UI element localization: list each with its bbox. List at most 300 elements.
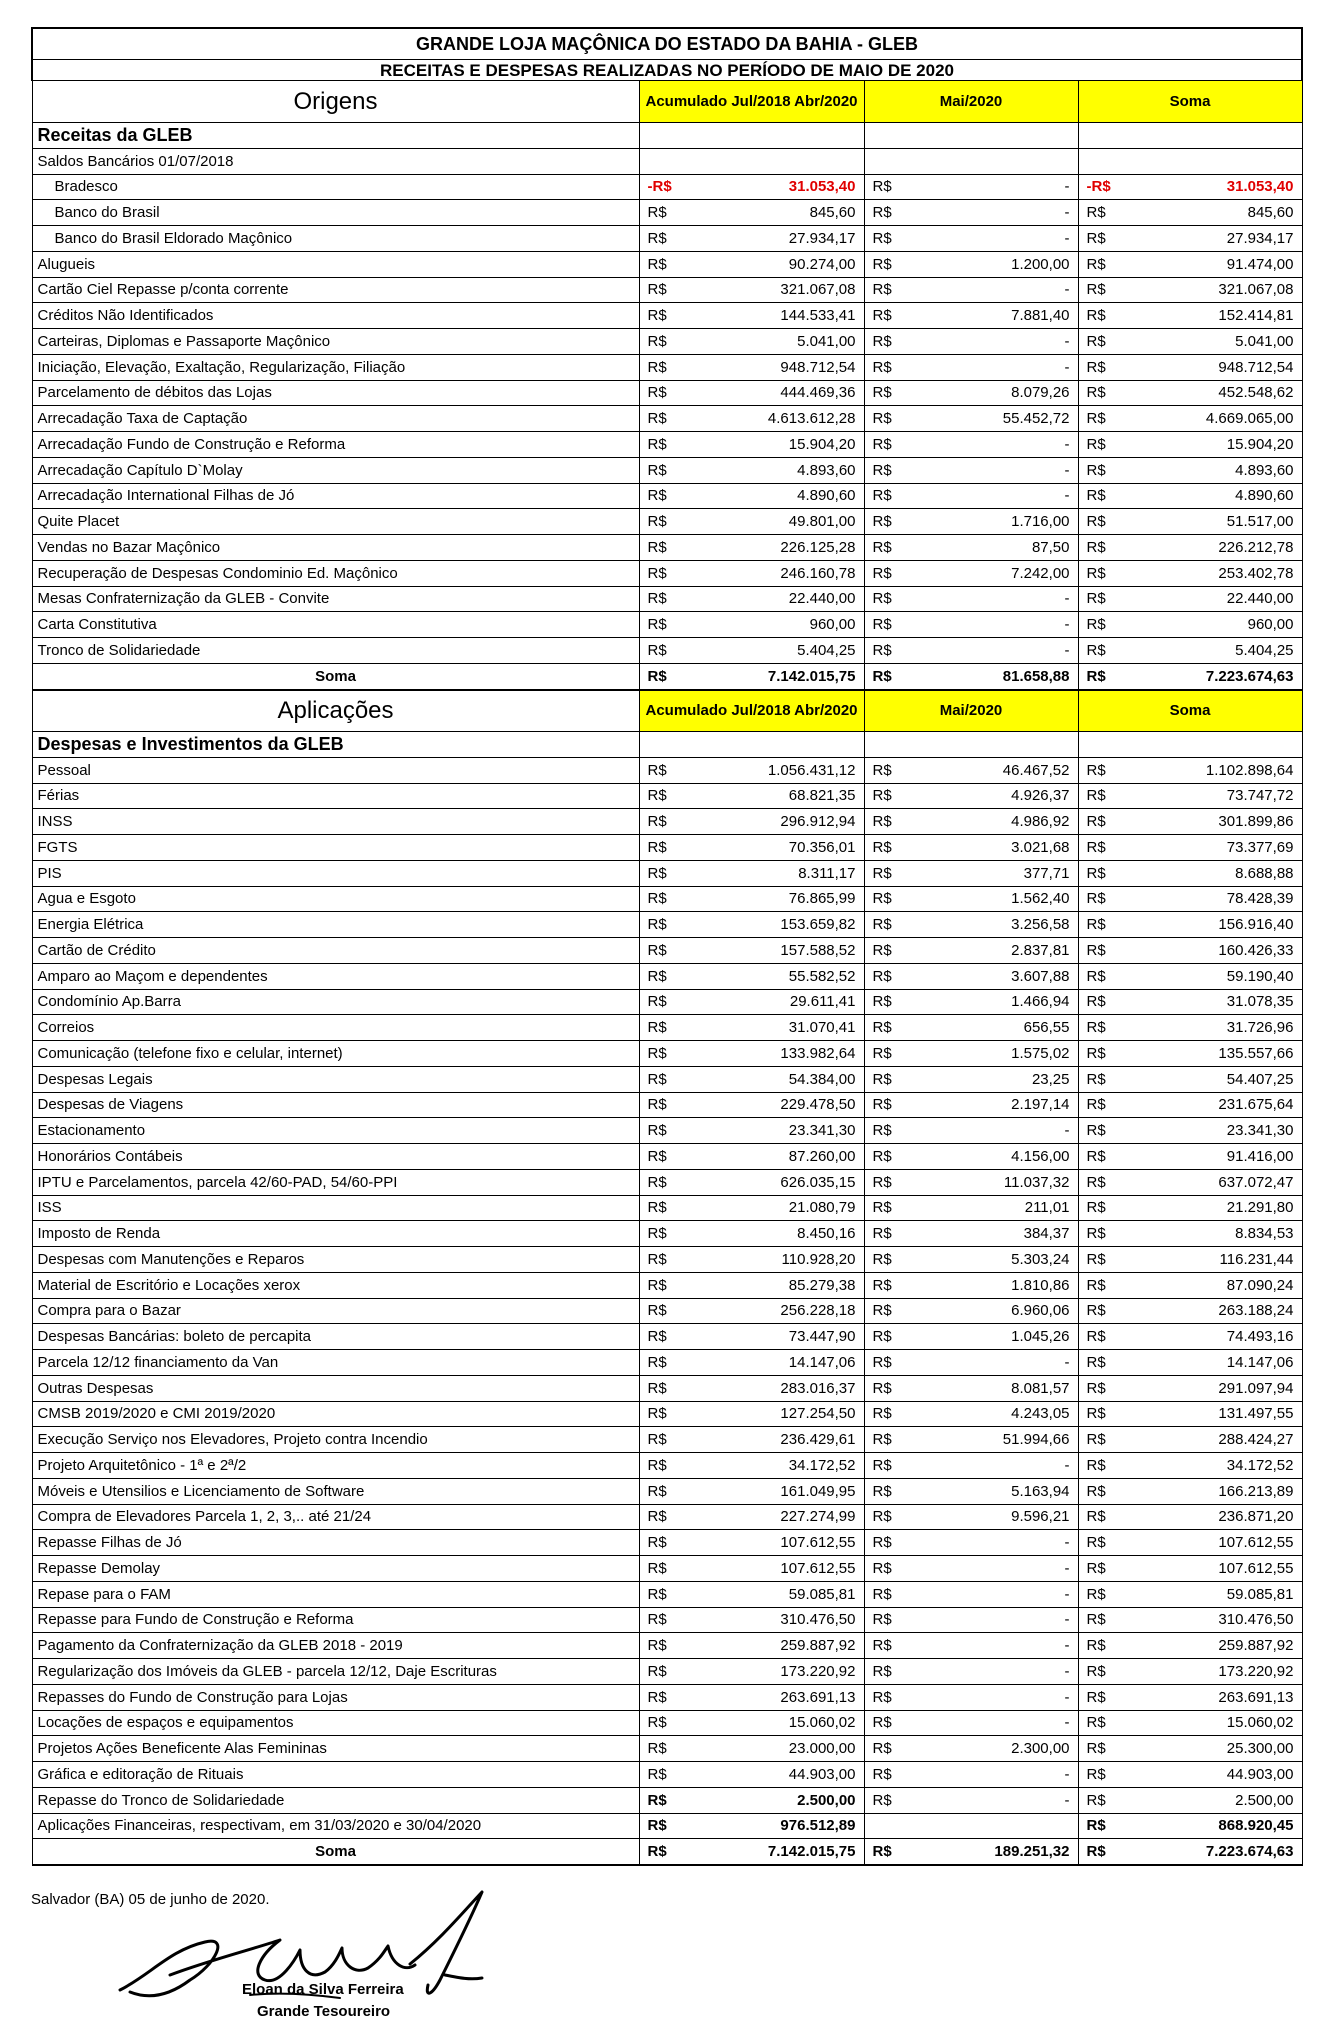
row-label: Projeto Arquitetônico - 1ª e 2ª/2 xyxy=(32,1453,639,1479)
amount-value: 161.049,95 xyxy=(780,1482,856,1500)
amount-cell xyxy=(639,1453,864,1479)
row-label: Aplicações Financeiras, respectivam, em 31/03/2020 e 30/04/2020 xyxy=(32,1813,639,1839)
currency-symbol: R$ xyxy=(647,1534,667,1552)
row-label: CMSB 2019/2020 e CMI 2019/2020 xyxy=(32,1401,639,1427)
table-row xyxy=(32,509,1302,535)
report-table xyxy=(31,27,1303,1866)
amount-value: 51.994,66 xyxy=(1002,1431,1070,1449)
amount-value: 7.142.015,75 xyxy=(767,1843,856,1861)
amount-value: 14.147,06 xyxy=(1226,1353,1294,1371)
amount-value: 49.801,00 xyxy=(788,513,856,531)
table-row xyxy=(32,1092,1302,1118)
table-row xyxy=(32,1375,1302,1401)
amount-value: 3.607,88 xyxy=(1011,967,1070,985)
currency-symbol: R$ xyxy=(647,1662,667,1680)
amount-value: 1.716,00 xyxy=(1011,513,1070,531)
amount-value: 74.493,16 xyxy=(1226,1328,1294,1346)
amount-value: 73.747,72 xyxy=(1226,787,1294,805)
currency-symbol: R$ xyxy=(647,1688,667,1706)
row-label: Arrecadação Capítulo D`Molay xyxy=(32,457,639,483)
currency-symbol: R$ xyxy=(1086,1740,1106,1758)
amount-value: 259.887,92 xyxy=(780,1637,856,1655)
currency-symbol: R$ xyxy=(647,1147,667,1165)
amount-cell xyxy=(639,912,864,938)
currency-symbol: R$ xyxy=(1086,204,1106,222)
amount-value: - xyxy=(1064,1122,1070,1140)
row-label: Correios xyxy=(32,1015,639,1041)
amount-value: 5.041,00 xyxy=(1235,332,1294,350)
row-label: Despesas Legais xyxy=(32,1066,639,1092)
row-label: Alugueis xyxy=(32,251,639,277)
table-row xyxy=(32,303,1302,329)
amount-value: 34.172,52 xyxy=(1226,1456,1294,1474)
table-row xyxy=(32,835,1302,861)
amount-value: 231.675,64 xyxy=(1218,1096,1294,1114)
table-row xyxy=(32,1041,1302,1067)
currency-symbol: R$ xyxy=(1086,1173,1106,1191)
amount-cell xyxy=(864,432,1078,458)
amount-value: 153.659,82 xyxy=(780,916,856,934)
row-label: Cartão de Crédito xyxy=(32,938,639,964)
currency-symbol: R$ xyxy=(1086,590,1106,608)
amount-cell xyxy=(864,406,1078,432)
currency-symbol: R$ xyxy=(872,332,892,350)
amount-cell xyxy=(639,457,864,483)
currency-symbol: R$ xyxy=(647,1328,667,1346)
currency-symbol: R$ xyxy=(647,1122,667,1140)
row-label: Iniciação, Elevação, Exaltação, Regularização, Filiação xyxy=(32,354,639,380)
row-label: Repasses do Fundo de Construção para Lojas xyxy=(32,1684,639,1710)
amount-value: 11.037,32 xyxy=(1003,1173,1070,1191)
currency-symbol: R$ xyxy=(1086,384,1106,402)
amount-value: 9.596,21 xyxy=(1011,1508,1070,1526)
amount-value: 44.903,00 xyxy=(788,1765,856,1783)
currency-symbol: R$ xyxy=(647,590,667,608)
amount-value: 1.056.431,12 xyxy=(767,761,856,779)
amount-value: 8.450,16 xyxy=(797,1225,856,1243)
amount-value: 21.080,79 xyxy=(788,1199,856,1217)
total-label: Soma xyxy=(32,1839,639,1865)
amount-value: 2.837,81 xyxy=(1011,941,1070,959)
table-row xyxy=(32,380,1302,406)
table-row xyxy=(32,1298,1302,1324)
amount-value: 135.557,66 xyxy=(1218,1044,1294,1062)
row-label: Comunicação (telefone fixo e celular, internet) xyxy=(32,1041,639,1067)
amount-cell xyxy=(864,1839,1078,1865)
amount-cell xyxy=(864,1607,1078,1633)
amount-value: - xyxy=(1064,487,1070,505)
amount-cell xyxy=(864,835,1078,861)
row-label: Imposto de Renda xyxy=(32,1221,639,1247)
amount-value: 8.834,53 xyxy=(1235,1225,1294,1243)
table-row xyxy=(32,586,1302,612)
currency-symbol: R$ xyxy=(872,1740,892,1758)
amount-value: 90.274,00 xyxy=(788,255,856,273)
amount-cell xyxy=(1078,560,1302,586)
amount-value: 8.688,88 xyxy=(1235,864,1294,882)
table-row xyxy=(32,1015,1302,1041)
currency-symbol: R$ xyxy=(1086,1662,1106,1680)
amount-cell xyxy=(864,1015,1078,1041)
currency-symbol: R$ xyxy=(1086,1508,1106,1526)
amount-value: 55.452,72 xyxy=(1002,410,1070,428)
amount-cell xyxy=(864,989,1078,1015)
row-label: Banco do Brasil xyxy=(32,200,639,226)
amount-cell xyxy=(1078,1504,1302,1530)
amount-cell xyxy=(864,1221,1078,1247)
currency-symbol: R$ xyxy=(647,307,667,325)
currency-symbol: R$ xyxy=(872,1508,892,1526)
currency-symbol: R$ xyxy=(872,384,892,402)
amount-cell xyxy=(1078,251,1302,277)
amount-value: 229.478,50 xyxy=(780,1096,856,1114)
amount-cell xyxy=(1078,483,1302,509)
table-row xyxy=(32,277,1302,303)
amount-cell xyxy=(864,303,1078,329)
table-row xyxy=(32,457,1302,483)
currency-symbol: R$ xyxy=(1086,1302,1106,1320)
currency-symbol: R$ xyxy=(1086,1019,1106,1037)
currency-symbol: R$ xyxy=(647,281,667,299)
amount-cell xyxy=(639,1839,864,1865)
row-label: Repasse Filhas de Jó xyxy=(32,1530,639,1556)
currency-symbol: R$ xyxy=(1086,1070,1106,1088)
currency-symbol: R$ xyxy=(647,513,667,531)
row-label: Parcela 12/12 financiamento da Van xyxy=(32,1350,639,1376)
empty-cell xyxy=(639,732,864,758)
amount-value: 976.512,89 xyxy=(780,1817,856,1835)
currency-symbol: R$ xyxy=(1086,1122,1106,1140)
currency-symbol: R$ xyxy=(872,1225,892,1243)
amount-cell xyxy=(639,1272,864,1298)
empty-cell xyxy=(864,123,1078,149)
amount-cell xyxy=(639,1324,864,1350)
empty-cell xyxy=(1078,123,1302,149)
amount-cell xyxy=(864,1375,1078,1401)
amount-cell xyxy=(1078,535,1302,561)
amount-cell xyxy=(1078,200,1302,226)
amount-value: 321.067,08 xyxy=(780,281,856,299)
amount-value: - xyxy=(1064,229,1070,247)
amount-value: 27.934,17 xyxy=(788,229,856,247)
amount-value: 4.243,05 xyxy=(1011,1405,1070,1423)
amount-cell xyxy=(639,1041,864,1067)
amount-cell xyxy=(1078,1710,1302,1736)
amount-cell xyxy=(1078,1272,1302,1298)
currency-symbol: R$ xyxy=(647,838,667,856)
currency-symbol: R$ xyxy=(647,616,667,634)
table-row xyxy=(32,200,1302,226)
amount-value: - xyxy=(1064,1791,1070,1809)
amount-cell xyxy=(864,1247,1078,1273)
empty-cell xyxy=(639,123,864,149)
amount-cell xyxy=(864,1350,1078,1376)
currency-symbol: R$ xyxy=(1086,1250,1106,1268)
amount-value: 116.231,44 xyxy=(1219,1250,1294,1268)
amount-value: 31.053,40 xyxy=(788,178,856,196)
amount-value: 246.160,78 xyxy=(780,564,856,582)
amount-cell xyxy=(864,483,1078,509)
amount-value: 152.414,81 xyxy=(1218,307,1294,325)
table-row xyxy=(32,1478,1302,1504)
row-label: Saldos Bancários 01/07/2018 xyxy=(32,148,639,174)
table-row xyxy=(32,1401,1302,1427)
amount-cell xyxy=(864,963,1078,989)
amount-value: - xyxy=(1064,1662,1070,1680)
footer-date: Salvador (BA) 05 de junho de 2020. xyxy=(31,1891,270,1908)
currency-symbol: R$ xyxy=(872,1044,892,1062)
currency-symbol: R$ xyxy=(872,1431,892,1449)
amount-value: 259.887,92 xyxy=(1218,1637,1294,1655)
amount-cell xyxy=(1078,1221,1302,1247)
currency-symbol: R$ xyxy=(872,993,892,1011)
table-row xyxy=(32,1710,1302,1736)
currency-symbol: R$ xyxy=(647,1070,667,1088)
currency-symbol: R$ xyxy=(872,1405,892,1423)
currency-symbol: R$ xyxy=(647,641,667,659)
amount-cell xyxy=(1078,783,1302,809)
amount-value: 173.220,92 xyxy=(1218,1662,1294,1680)
amount-value: 637.072,47 xyxy=(1218,1173,1294,1191)
currency-symbol: R$ xyxy=(872,916,892,934)
row-label: Condomínio Ap.Barra xyxy=(32,989,639,1015)
currency-symbol: R$ xyxy=(872,1173,892,1191)
row-label: Amparo ao Maçom e dependentes xyxy=(32,963,639,989)
currency-symbol: R$ xyxy=(1086,1147,1106,1165)
currency-symbol: R$ xyxy=(872,1843,892,1861)
currency-symbol: R$ xyxy=(647,667,667,685)
amount-cell xyxy=(864,1144,1078,1170)
amount-cell xyxy=(639,226,864,252)
empty-cell xyxy=(864,732,1078,758)
amount-cell xyxy=(864,509,1078,535)
amount-cell xyxy=(1078,912,1302,938)
amount-value: 68.821,35 xyxy=(788,787,856,805)
table-row xyxy=(32,1607,1302,1633)
table-row xyxy=(32,560,1302,586)
amount-cell xyxy=(639,835,864,861)
amount-value: - xyxy=(1064,1456,1070,1474)
amount-value: 15.060,02 xyxy=(788,1714,856,1732)
amount-value: 656,55 xyxy=(1023,1019,1070,1037)
column-header: Soma xyxy=(1078,81,1302,123)
amount-value: 110.928,20 xyxy=(781,1250,856,1268)
amount-cell xyxy=(864,586,1078,612)
amount-cell xyxy=(639,1221,864,1247)
currency-symbol: R$ xyxy=(1086,941,1106,959)
amount-cell xyxy=(864,1427,1078,1453)
amount-cell xyxy=(864,1453,1078,1479)
amount-cell xyxy=(639,1169,864,1195)
amount-value: - xyxy=(1064,204,1070,222)
currency-symbol: R$ xyxy=(872,864,892,882)
amount-cell xyxy=(864,757,1078,783)
currency-symbol: R$ xyxy=(872,813,892,831)
amount-cell xyxy=(1078,329,1302,355)
amount-cell xyxy=(639,1633,864,1659)
amount-value: - xyxy=(1064,281,1070,299)
currency-symbol: R$ xyxy=(1086,787,1106,805)
amount-value: 1.102.898,64 xyxy=(1205,761,1294,779)
table-row xyxy=(32,989,1302,1015)
currency-symbol: R$ xyxy=(647,538,667,556)
amount-cell xyxy=(1078,1298,1302,1324)
amount-value: 144.533,41 xyxy=(780,307,856,325)
currency-symbol: R$ xyxy=(872,538,892,556)
currency-symbol: R$ xyxy=(647,461,667,479)
currency-symbol: R$ xyxy=(647,890,667,908)
amount-value: 76.865,99 xyxy=(788,890,856,908)
currency-symbol: R$ xyxy=(647,941,667,959)
amount-cell xyxy=(1078,1247,1302,1273)
row-label: Vendas no Bazar Maçônico xyxy=(32,535,639,561)
amount-cell xyxy=(864,226,1078,252)
amount-cell xyxy=(1078,989,1302,1015)
amount-cell xyxy=(864,174,1078,200)
amount-value: 15.904,20 xyxy=(1226,435,1294,453)
amount-cell xyxy=(1078,1659,1302,1685)
currency-symbol: R$ xyxy=(1086,307,1106,325)
row-label: Arrecadação Fundo de Construção e Reforma xyxy=(32,432,639,458)
amount-cell xyxy=(639,638,864,664)
row-label: Arrecadação International Filhas de Jó xyxy=(32,483,639,509)
currency-symbol: R$ xyxy=(872,410,892,428)
amount-value: 1.200,00 xyxy=(1011,255,1070,273)
table-row xyxy=(32,483,1302,509)
amount-cell xyxy=(1078,1144,1302,1170)
amount-value: 291.097,94 xyxy=(1218,1379,1294,1397)
amount-cell xyxy=(1078,1427,1302,1453)
total-row xyxy=(32,663,1302,689)
currency-symbol: R$ xyxy=(1086,1817,1106,1835)
amount-value: 5.163,94 xyxy=(1011,1482,1070,1500)
currency-symbol: R$ xyxy=(647,204,667,222)
amount-cell xyxy=(1078,1401,1302,1427)
signer-role: Grande Tesoureiro xyxy=(257,2003,391,2020)
currency-symbol: R$ xyxy=(647,1431,667,1449)
amount-cell xyxy=(639,1144,864,1170)
amount-cell xyxy=(639,303,864,329)
currency-symbol: R$ xyxy=(872,1662,892,1680)
amount-value: 34.172,52 xyxy=(788,1456,856,1474)
amount-cell xyxy=(864,1169,1078,1195)
amount-cell xyxy=(864,1041,1078,1067)
table-row xyxy=(32,1169,1302,1195)
amount-value: 2.300,00 xyxy=(1011,1740,1070,1758)
currency-symbol: -R$ xyxy=(1086,178,1111,196)
table-row xyxy=(32,1350,1302,1376)
table-row xyxy=(32,148,1302,174)
total-label: Soma xyxy=(32,663,639,689)
amount-cell xyxy=(639,757,864,783)
amount-value: 131.497,55 xyxy=(1218,1405,1294,1423)
amount-cell xyxy=(1078,303,1302,329)
amount-cell xyxy=(1078,1581,1302,1607)
amount-value: 23.341,30 xyxy=(1226,1122,1294,1140)
currency-symbol: R$ xyxy=(647,1714,667,1732)
currency-symbol: R$ xyxy=(1086,1044,1106,1062)
currency-symbol: R$ xyxy=(647,358,667,376)
amount-value: 15.060,02 xyxy=(1226,1714,1294,1732)
row-label: Estacionamento xyxy=(32,1118,639,1144)
table-row xyxy=(32,226,1302,252)
table-row xyxy=(32,1427,1302,1453)
currency-symbol: R$ xyxy=(1086,1637,1106,1655)
amount-cell xyxy=(639,886,864,912)
row-label: Arrecadação Taxa de Captação xyxy=(32,406,639,432)
amount-value: 107.612,55 xyxy=(1218,1559,1294,1577)
currency-symbol: R$ xyxy=(1086,916,1106,934)
amount-cell xyxy=(864,277,1078,303)
currency-symbol: R$ xyxy=(647,1843,667,1861)
section-title: Despesas e Investimentos da GLEB xyxy=(32,732,639,758)
amount-value: 4.156,00 xyxy=(1011,1147,1070,1165)
row-label: Banco do Brasil Eldorado Maçônico xyxy=(32,226,639,252)
currency-symbol: R$ xyxy=(1086,1791,1106,1809)
amount-cell xyxy=(864,809,1078,835)
currency-symbol: R$ xyxy=(872,1585,892,1603)
amount-cell xyxy=(864,329,1078,355)
amount-cell xyxy=(639,989,864,1015)
currency-symbol: R$ xyxy=(872,1328,892,1346)
amount-cell xyxy=(1078,835,1302,861)
amount-cell xyxy=(639,1787,864,1813)
currency-symbol: R$ xyxy=(1086,1353,1106,1371)
amount-cell xyxy=(639,1813,864,1839)
currency-symbol: R$ xyxy=(1086,487,1106,505)
amount-value: 236.871,20 xyxy=(1218,1508,1294,1526)
amount-cell xyxy=(639,1247,864,1273)
amount-value: - xyxy=(1064,435,1070,453)
amount-cell xyxy=(639,1659,864,1685)
table-row xyxy=(32,1453,1302,1479)
currency-symbol: R$ xyxy=(872,1250,892,1268)
currency-symbol: R$ xyxy=(872,1688,892,1706)
amount-cell xyxy=(864,1092,1078,1118)
currency-symbol: R$ xyxy=(872,667,892,685)
currency-symbol: R$ xyxy=(872,1019,892,1037)
amount-value: - xyxy=(1064,1353,1070,1371)
table-row xyxy=(32,174,1302,200)
amount-value: 263.691,13 xyxy=(780,1688,856,1706)
row-label: ISS xyxy=(32,1195,639,1221)
currency-symbol: R$ xyxy=(647,1585,667,1603)
amount-value: 384,37 xyxy=(1023,1225,1070,1243)
amount-cell xyxy=(864,1272,1078,1298)
amount-value: - xyxy=(1064,641,1070,659)
row-label: IPTU e Parcelamentos, parcela 42/60-PAD, 54/60-PPI xyxy=(32,1169,639,1195)
amount-cell xyxy=(1078,1118,1302,1144)
amount-value: 226.212,78 xyxy=(1218,538,1294,556)
currency-symbol: R$ xyxy=(872,178,892,196)
amount-cell xyxy=(639,1504,864,1530)
amount-cell xyxy=(639,1762,864,1788)
currency-symbol: R$ xyxy=(1086,813,1106,831)
amount-cell xyxy=(864,1118,1078,1144)
table-row xyxy=(32,1530,1302,1556)
currency-symbol: R$ xyxy=(1086,1431,1106,1449)
amount-cell xyxy=(864,1478,1078,1504)
amount-cell xyxy=(864,1633,1078,1659)
amount-cell xyxy=(639,200,864,226)
currency-symbol: R$ xyxy=(1086,1225,1106,1243)
amount-cell xyxy=(864,1401,1078,1427)
amount-value: 8.081,57 xyxy=(1011,1379,1070,1397)
section-heading: Aplicações xyxy=(32,690,639,732)
amount-cell xyxy=(1078,1736,1302,1762)
currency-symbol: R$ xyxy=(647,1199,667,1217)
amount-cell xyxy=(1078,586,1302,612)
